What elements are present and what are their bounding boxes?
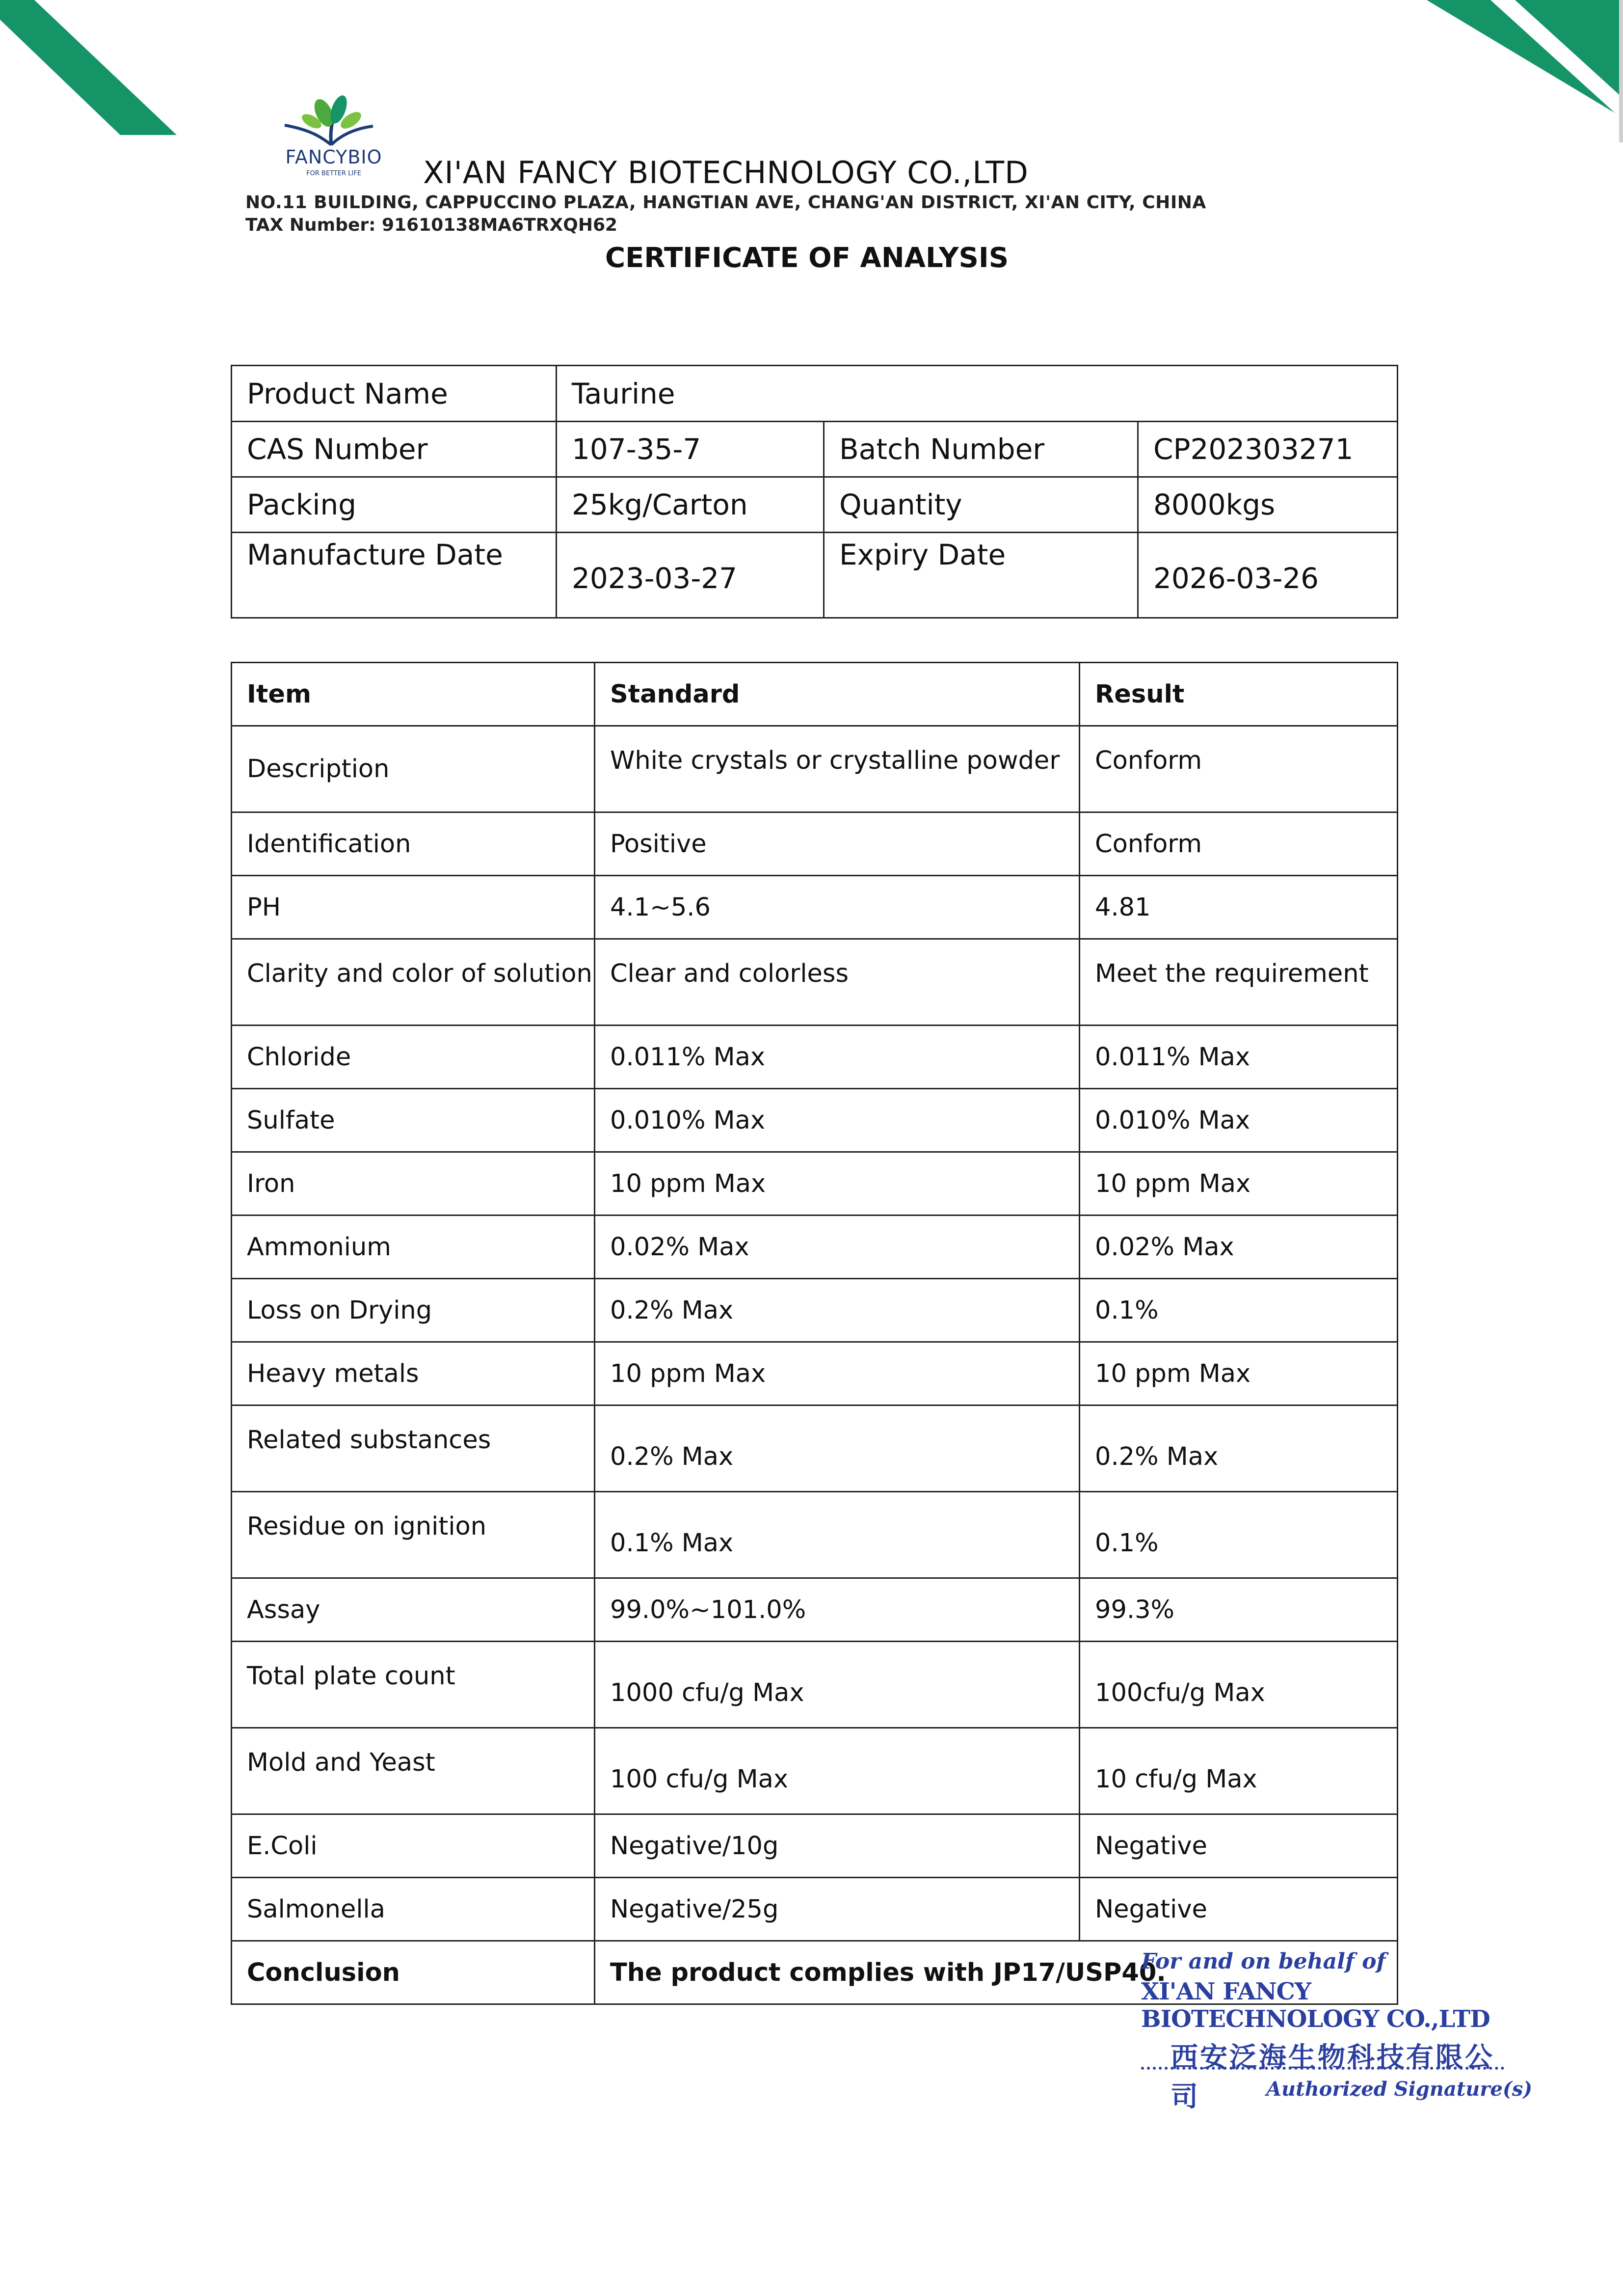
table-row	[232, 1216, 1398, 1279]
table-row	[232, 1026, 1398, 1089]
row-result: 10 cfu/g Max	[1080, 1728, 1398, 1814]
product-info-table	[231, 365, 1398, 619]
logo-subtext: FOR BETTER LIFE	[306, 170, 361, 177]
row-item: Mold and Yeast	[232, 1728, 595, 1814]
info-row-packing	[232, 477, 1398, 533]
table-row	[232, 1405, 1398, 1492]
header-standard: Standard	[595, 663, 1080, 726]
row-standard: 1000 cfu/g Max	[595, 1642, 1080, 1728]
row-standard: 99.0%~101.0%	[595, 1578, 1080, 1642]
row-result: 4.81	[1080, 876, 1398, 939]
row-result: 100cfu/g Max	[1080, 1642, 1398, 1728]
row-item: Identification	[232, 812, 595, 876]
table-row	[232, 1728, 1398, 1814]
signature-line	[1141, 2067, 1504, 2070]
row-result: 0.011% Max	[1080, 1026, 1398, 1089]
row-result: Meet the requirement	[1080, 939, 1398, 1026]
row-item: Clarity and color of solution	[232, 939, 595, 1026]
table-row	[232, 1089, 1398, 1152]
row-item: Chloride	[232, 1026, 595, 1089]
cas-number-label: CAS Number	[232, 422, 557, 477]
table-row	[232, 876, 1398, 939]
info-row-product-name	[232, 366, 1398, 422]
quantity-value: 8000kgs	[1138, 477, 1398, 533]
row-item: Total plate count	[232, 1642, 595, 1728]
row-item: Loss on Drying	[232, 1279, 595, 1342]
manufacture-date-value: 2023-03-27	[557, 533, 824, 618]
header-result: Result	[1080, 663, 1398, 726]
row-item: Iron	[232, 1152, 595, 1216]
table-row	[232, 1642, 1398, 1728]
table-row	[232, 1492, 1398, 1578]
row-item: Residue on ignition	[232, 1492, 595, 1578]
row-item: Ammonium	[232, 1216, 595, 1279]
row-item: Heavy metals	[232, 1342, 595, 1405]
conclusion-label: Conclusion	[232, 1941, 595, 2004]
document-title: CERTIFICATE OF ANALYSIS	[605, 242, 1009, 274]
conclusion-text: The product complies with JP17/USP40.	[595, 1941, 1398, 2004]
row-result: 0.1%	[1080, 1279, 1398, 1342]
row-standard: 0.2% Max	[595, 1405, 1080, 1492]
row-standard: 10 ppm Max	[595, 1152, 1080, 1216]
row-result: 10 ppm Max	[1080, 1152, 1398, 1216]
row-item: Related substances	[232, 1405, 595, 1492]
table-row	[232, 812, 1398, 876]
row-result: Negative	[1080, 1814, 1398, 1878]
table-row	[232, 939, 1398, 1026]
results-header-row	[232, 663, 1398, 726]
row-standard: Clear and colorless	[595, 939, 1080, 1026]
row-result: 10 ppm Max	[1080, 1342, 1398, 1405]
row-result: Negative	[1080, 1878, 1398, 1941]
batch-number-label: Batch Number	[824, 422, 1138, 477]
table-row	[232, 1878, 1398, 1941]
table-row	[232, 1814, 1398, 1878]
row-standard: 0.2% Max	[595, 1279, 1080, 1342]
row-standard: Negative/25g	[595, 1878, 1080, 1941]
row-standard: 10 ppm Max	[595, 1342, 1080, 1405]
row-standard: White crystals or crystalline powder	[595, 726, 1080, 812]
row-standard: Negative/10g	[595, 1814, 1080, 1878]
logo-text: FANCYBIO	[285, 146, 382, 168]
quantity-label: Quantity	[824, 477, 1138, 533]
authorized-signature-label: Authorized Signature(s)	[1266, 2078, 1533, 2101]
table-row	[232, 1578, 1398, 1642]
stamp-line-chinese: 西安泛海生物科技有限公司	[1171, 2041, 1494, 2113]
row-standard: 4.1~5.6	[595, 876, 1080, 939]
analysis-results-table	[231, 662, 1398, 2005]
expiry-date-value: 2026-03-26	[1138, 533, 1398, 618]
tax-number: TAX Number: 91610138MA6TRXQH62	[245, 215, 618, 235]
row-result: 99.3%	[1080, 1578, 1398, 1642]
row-result: 0.010% Max	[1080, 1089, 1398, 1152]
row-item: Salmonella	[232, 1878, 595, 1941]
info-row-cas	[232, 422, 1398, 477]
product-name-value: Taurine	[557, 366, 1398, 422]
expiry-date-label: Expiry Date	[824, 533, 1138, 618]
row-standard: Positive	[595, 812, 1080, 876]
corner-decoration-right	[1427, 0, 1623, 142]
header-item: Item	[232, 663, 595, 726]
table-row	[232, 726, 1398, 812]
row-item: E.Coli	[232, 1814, 595, 1878]
cas-number-value: 107-35-7	[557, 422, 824, 477]
stamp-line-company: XI'AN FANCY BIOTECHNOLOGY CO.,LTD	[1141, 1978, 1490, 2033]
row-item: Assay	[232, 1578, 595, 1642]
corner-decoration-left	[0, 0, 186, 142]
row-result: Conform	[1080, 812, 1398, 876]
row-standard: 0.1% Max	[595, 1492, 1080, 1578]
packing-label: Packing	[232, 477, 557, 533]
table-row	[232, 1279, 1398, 1342]
stamp-line-behalf: For and on behalf of	[1141, 1949, 1386, 1974]
row-item: PH	[232, 876, 595, 939]
row-result: 0.02% Max	[1080, 1216, 1398, 1279]
row-standard: 0.011% Max	[595, 1026, 1080, 1089]
info-row-dates	[232, 533, 1398, 618]
row-result: 0.2% Max	[1080, 1405, 1398, 1492]
table-row	[232, 1152, 1398, 1216]
row-standard: 0.010% Max	[595, 1089, 1080, 1152]
row-item: Description	[232, 726, 595, 812]
manufacture-date-label: Manufacture Date	[232, 533, 557, 618]
row-item: Sulfate	[232, 1089, 595, 1152]
row-standard: 100 cfu/g Max	[595, 1728, 1080, 1814]
company-address: NO.11 BUILDING, CAPPUCCINO PLAZA, HANGTIAN AVE, CHANG'AN DISTRICT, XI'AN CITY, CHINA	[245, 192, 1206, 213]
row-result: 0.1%	[1080, 1492, 1398, 1578]
row-result: Conform	[1080, 726, 1398, 812]
company-name: XI'AN FANCY BIOTECHNOLOGY CO.,LTD	[423, 155, 1029, 190]
product-name-label: Product Name	[232, 366, 557, 422]
batch-number-value: CP202303271	[1138, 422, 1398, 477]
row-standard: 0.02% Max	[595, 1216, 1080, 1279]
table-row	[232, 1342, 1398, 1405]
packing-value: 25kg/Carton	[557, 477, 824, 533]
